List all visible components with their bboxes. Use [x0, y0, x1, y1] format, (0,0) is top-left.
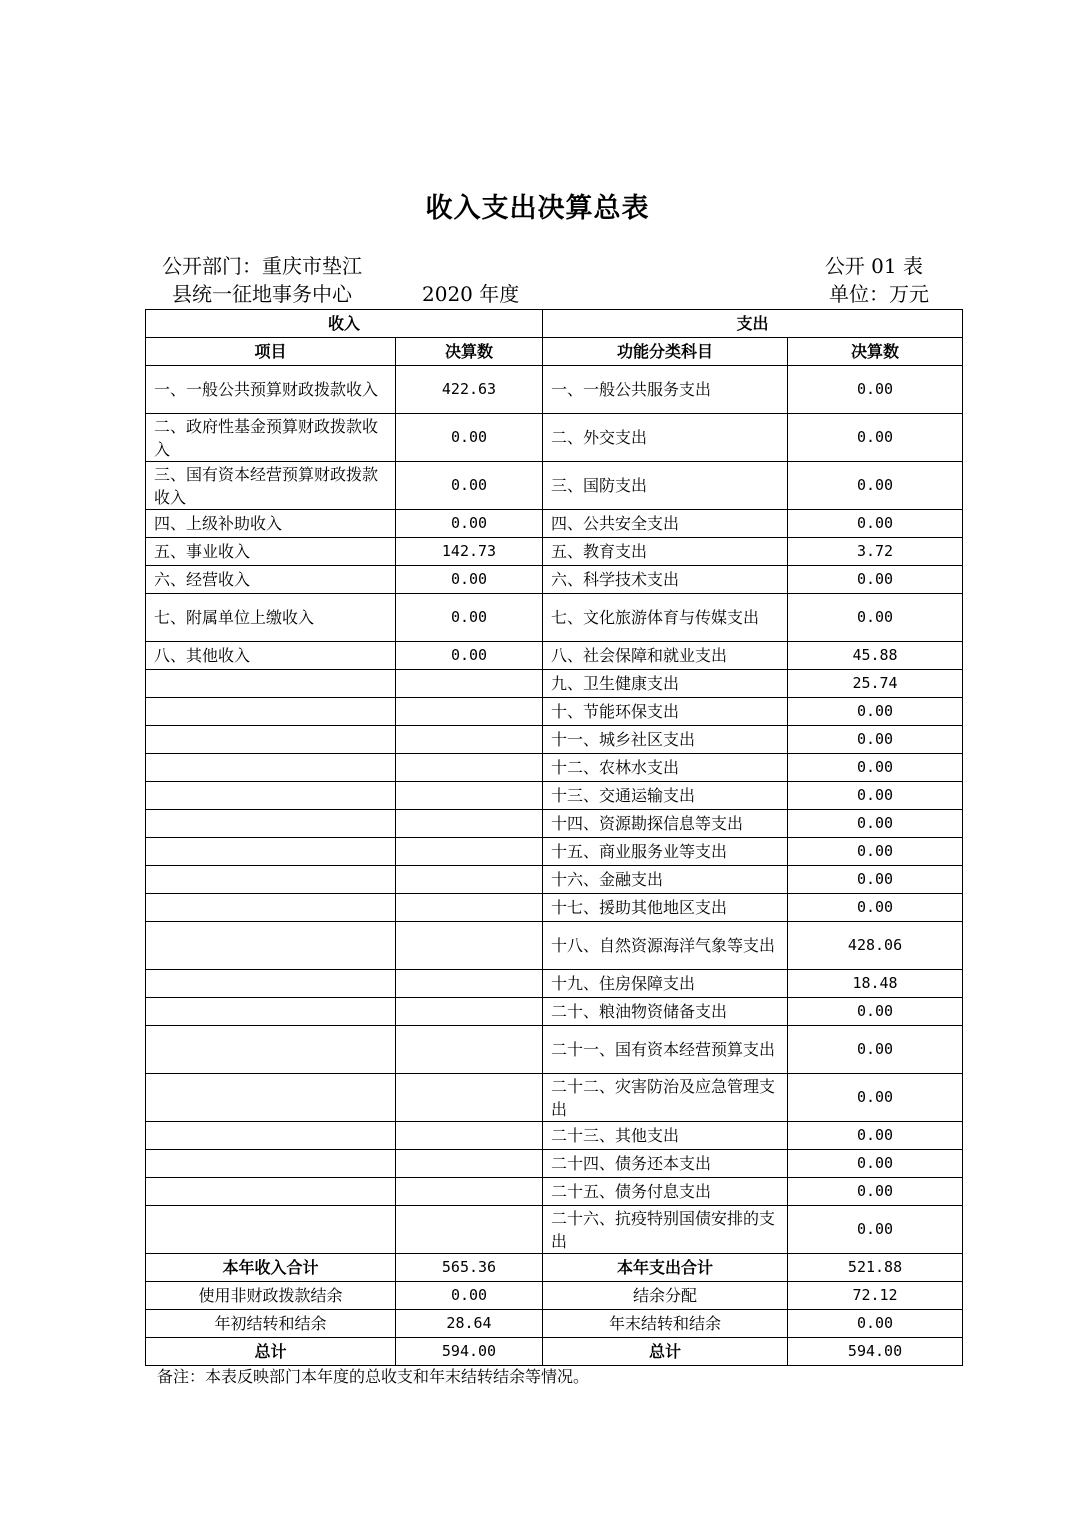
expense-amount-cell: 0.00	[788, 998, 963, 1026]
expense-item-cell: 十二、农林水支出	[543, 754, 788, 782]
income-item-cell	[146, 970, 396, 998]
income-item-cell	[146, 698, 396, 726]
expense-amount-cell: 0.00	[788, 754, 963, 782]
income-item-cell: 三、国有资本经营预算财政拨款收入	[146, 462, 396, 510]
expense-amount-cell: 3.72	[788, 538, 963, 566]
expense-amount-cell: 0.00	[788, 1178, 963, 1206]
section-header-row	[146, 310, 963, 338]
income-amount-cell: 422.63	[396, 366, 543, 414]
income-item-cell	[146, 782, 396, 810]
item-column-header: 项目	[146, 338, 396, 366]
table-row	[146, 810, 963, 838]
table-row	[146, 1122, 963, 1150]
income-item-cell	[146, 726, 396, 754]
summary-row	[146, 1310, 963, 1338]
table-row	[146, 1150, 963, 1178]
budget-table	[145, 309, 963, 1366]
expense-item-cell: 八、社会保障和就业支出	[543, 642, 788, 670]
income-item-cell	[146, 998, 396, 1026]
summary-income-amount: 594.00	[396, 1338, 543, 1366]
expense-amount-column-header: 决算数	[788, 338, 963, 366]
expense-item-cell: 十七、援助其他地区支出	[543, 894, 788, 922]
function-item-column-header: 功能分类科目	[543, 338, 788, 366]
income-item-cell	[146, 1026, 396, 1074]
income-item-cell	[146, 1206, 396, 1254]
expense-item-cell: 五、教育支出	[543, 538, 788, 566]
summary-income-label: 年初结转和结余	[146, 1310, 396, 1338]
expense-amount-cell: 0.00	[788, 566, 963, 594]
expense-item-cell: 十八、自然资源海洋气象等支出	[543, 922, 788, 970]
table-row	[146, 726, 963, 754]
income-amount-cell	[396, 1150, 543, 1178]
income-item-cell: 二、政府性基金预算财政拨款收入	[146, 414, 396, 462]
table-row	[146, 698, 963, 726]
expense-amount-cell: 0.00	[788, 594, 963, 642]
expense-amount-cell: 0.00	[788, 838, 963, 866]
table-row	[146, 594, 963, 642]
summary-income-label: 总计	[146, 1338, 396, 1366]
expense-item-cell: 十四、资源勘探信息等支出	[543, 810, 788, 838]
expense-header: 支出	[543, 310, 963, 338]
income-amount-cell	[396, 698, 543, 726]
expense-amount-cell: 0.00	[788, 894, 963, 922]
expense-item-cell: 十九、住房保障支出	[543, 970, 788, 998]
income-item-cell	[146, 838, 396, 866]
expense-item-cell: 十三、交通运输支出	[543, 782, 788, 810]
summary-expense-label: 年末结转和结余	[543, 1310, 788, 1338]
table-row	[146, 866, 963, 894]
expense-item-cell: 九、卫生健康支出	[543, 670, 788, 698]
income-item-cell: 六、经营收入	[146, 566, 396, 594]
expense-amount-cell: 0.00	[788, 1206, 963, 1254]
table-row	[146, 838, 963, 866]
expense-amount-cell: 25.74	[788, 670, 963, 698]
expense-amount-cell: 428.06	[788, 922, 963, 970]
summary-expense-amount: 72.12	[788, 1282, 963, 1310]
income-item-cell	[146, 922, 396, 970]
expense-amount-cell: 18.48	[788, 970, 963, 998]
summary-row	[146, 1254, 963, 1282]
income-amount-cell: 0.00	[396, 510, 543, 538]
table-row	[146, 922, 963, 970]
summary-expense-amount: 521.88	[788, 1254, 963, 1282]
expense-amount-cell: 0.00	[788, 462, 963, 510]
summary-expense-amount: 594.00	[788, 1338, 963, 1366]
income-item-cell	[146, 1074, 396, 1122]
income-amount-cell	[396, 810, 543, 838]
summary-income-amount: 28.64	[396, 1310, 543, 1338]
table-row	[146, 414, 963, 462]
expense-amount-cell: 0.00	[788, 810, 963, 838]
expense-item-cell: 四、公共安全支出	[543, 510, 788, 538]
income-item-cell: 一、一般公共预算财政拨款收入	[146, 366, 396, 414]
expense-amount-cell: 0.00	[788, 510, 963, 538]
income-amount-cell: 0.00	[396, 566, 543, 594]
income-item-cell: 七、附属单位上缴收入	[146, 594, 396, 642]
income-item-cell: 四、上级补助收入	[146, 510, 396, 538]
expense-item-cell: 二十二、灾害防治及应急管理支出	[543, 1074, 788, 1122]
expense-item-cell: 一、一般公共服务支出	[543, 366, 788, 414]
income-amount-cell	[396, 782, 543, 810]
income-amount-cell	[396, 866, 543, 894]
summary-expense-amount: 0.00	[788, 1310, 963, 1338]
page-title: 收入支出决算总表	[425, 193, 650, 224]
expense-amount-cell: 0.00	[788, 698, 963, 726]
expense-amount-cell: 0.00	[788, 366, 963, 414]
expense-item-cell: 十六、金融支出	[543, 866, 788, 894]
expense-item-cell: 十一、城乡社区支出	[543, 726, 788, 754]
summary-row	[146, 1282, 963, 1310]
table-number: 公开 01 表	[824, 254, 923, 278]
expense-amount-cell: 0.00	[788, 1150, 963, 1178]
income-amount-cell	[396, 1206, 543, 1254]
income-item-cell	[146, 670, 396, 698]
table-row	[146, 894, 963, 922]
table-row	[146, 998, 963, 1026]
income-item-cell: 五、事业收入	[146, 538, 396, 566]
income-amount-cell	[396, 1026, 543, 1074]
department-label-line2: 县统一征地事务中心	[172, 282, 352, 306]
table-row	[146, 970, 963, 998]
budget-table-body	[146, 310, 963, 1366]
income-item-cell	[146, 1150, 396, 1178]
expense-item-cell: 十五、商业服务业等支出	[543, 838, 788, 866]
table-row	[146, 642, 963, 670]
income-amount-cell	[396, 998, 543, 1026]
income-amount-cell	[396, 1178, 543, 1206]
table-row	[146, 510, 963, 538]
income-amount-cell	[396, 838, 543, 866]
expense-item-cell: 二十、粮油物资储备支出	[543, 998, 788, 1026]
expense-item-cell: 七、文化旅游体育与传媒支出	[543, 594, 788, 642]
income-amount-cell	[396, 894, 543, 922]
income-amount-cell: 0.00	[396, 462, 543, 510]
summary-expense-label: 结余分配	[543, 1282, 788, 1310]
summary-expense-label: 总计	[543, 1338, 788, 1366]
income-amount-column-header: 决算数	[396, 338, 543, 366]
expense-amount-cell: 0.00	[788, 726, 963, 754]
table-row	[146, 366, 963, 414]
expense-item-cell: 二十三、其他支出	[543, 1122, 788, 1150]
table-row	[146, 1074, 963, 1122]
table-row	[146, 782, 963, 810]
income-item-cell	[146, 754, 396, 782]
income-amount-cell: 0.00	[396, 642, 543, 670]
expense-amount-cell: 0.00	[788, 782, 963, 810]
income-amount-cell	[396, 1122, 543, 1150]
expense-item-cell: 三、国防支出	[543, 462, 788, 510]
summary-income-amount: 565.36	[396, 1254, 543, 1282]
summary-income-label: 使用非财政拨款结余	[146, 1282, 396, 1310]
table-row	[146, 462, 963, 510]
footnote: 备注：本表反映部门本年度的总收支和年末结转结余等情况。	[157, 1367, 590, 1386]
table-row	[146, 754, 963, 782]
column-header-row	[146, 338, 963, 366]
table-row	[146, 538, 963, 566]
income-item-cell	[146, 894, 396, 922]
income-item-cell	[146, 1178, 396, 1206]
summary-expense-label: 本年支出合计	[543, 1254, 788, 1282]
income-amount-cell: 142.73	[396, 538, 543, 566]
table-row	[146, 1178, 963, 1206]
summary-row	[146, 1338, 963, 1366]
expense-item-cell: 二十六、抗疫特别国债安排的支出	[543, 1206, 788, 1254]
expense-amount-cell: 0.00	[788, 1122, 963, 1150]
income-amount-cell	[396, 670, 543, 698]
income-amount-cell	[396, 970, 543, 998]
income-item-cell	[146, 1122, 396, 1150]
expense-amount-cell: 0.00	[788, 1026, 963, 1074]
expense-amount-cell: 0.00	[788, 866, 963, 894]
summary-income-label: 本年收入合计	[146, 1254, 396, 1282]
table-row	[146, 1026, 963, 1074]
income-amount-cell	[396, 1074, 543, 1122]
expense-item-cell: 二十四、债务还本支出	[543, 1150, 788, 1178]
expense-amount-cell: 0.00	[788, 414, 963, 462]
income-amount-cell	[396, 922, 543, 970]
income-amount-cell: 0.00	[396, 594, 543, 642]
fiscal-year: 2020 年度	[422, 282, 520, 306]
income-amount-cell: 0.00	[396, 414, 543, 462]
expense-item-cell: 六、科学技术支出	[543, 566, 788, 594]
table-row	[146, 1206, 963, 1254]
expense-item-cell: 二十五、债务付息支出	[543, 1178, 788, 1206]
expense-item-cell: 二十一、国有资本经营预算支出	[543, 1026, 788, 1074]
expense-item-cell: 十、节能环保支出	[543, 698, 788, 726]
income-amount-cell	[396, 754, 543, 782]
income-header: 收入	[146, 310, 543, 338]
table-row	[146, 566, 963, 594]
department-label-line1: 公开部门：重庆市垫江	[162, 254, 362, 278]
income-item-cell	[146, 810, 396, 838]
expense-amount-cell: 0.00	[788, 1074, 963, 1122]
unit-label: 单位：万元	[829, 282, 929, 306]
income-item-cell	[146, 866, 396, 894]
expense-item-cell: 二、外交支出	[543, 414, 788, 462]
income-item-cell: 八、其他收入	[146, 642, 396, 670]
table-row	[146, 670, 963, 698]
expense-amount-cell: 45.88	[788, 642, 963, 670]
summary-income-amount: 0.00	[396, 1282, 543, 1310]
income-amount-cell	[396, 726, 543, 754]
